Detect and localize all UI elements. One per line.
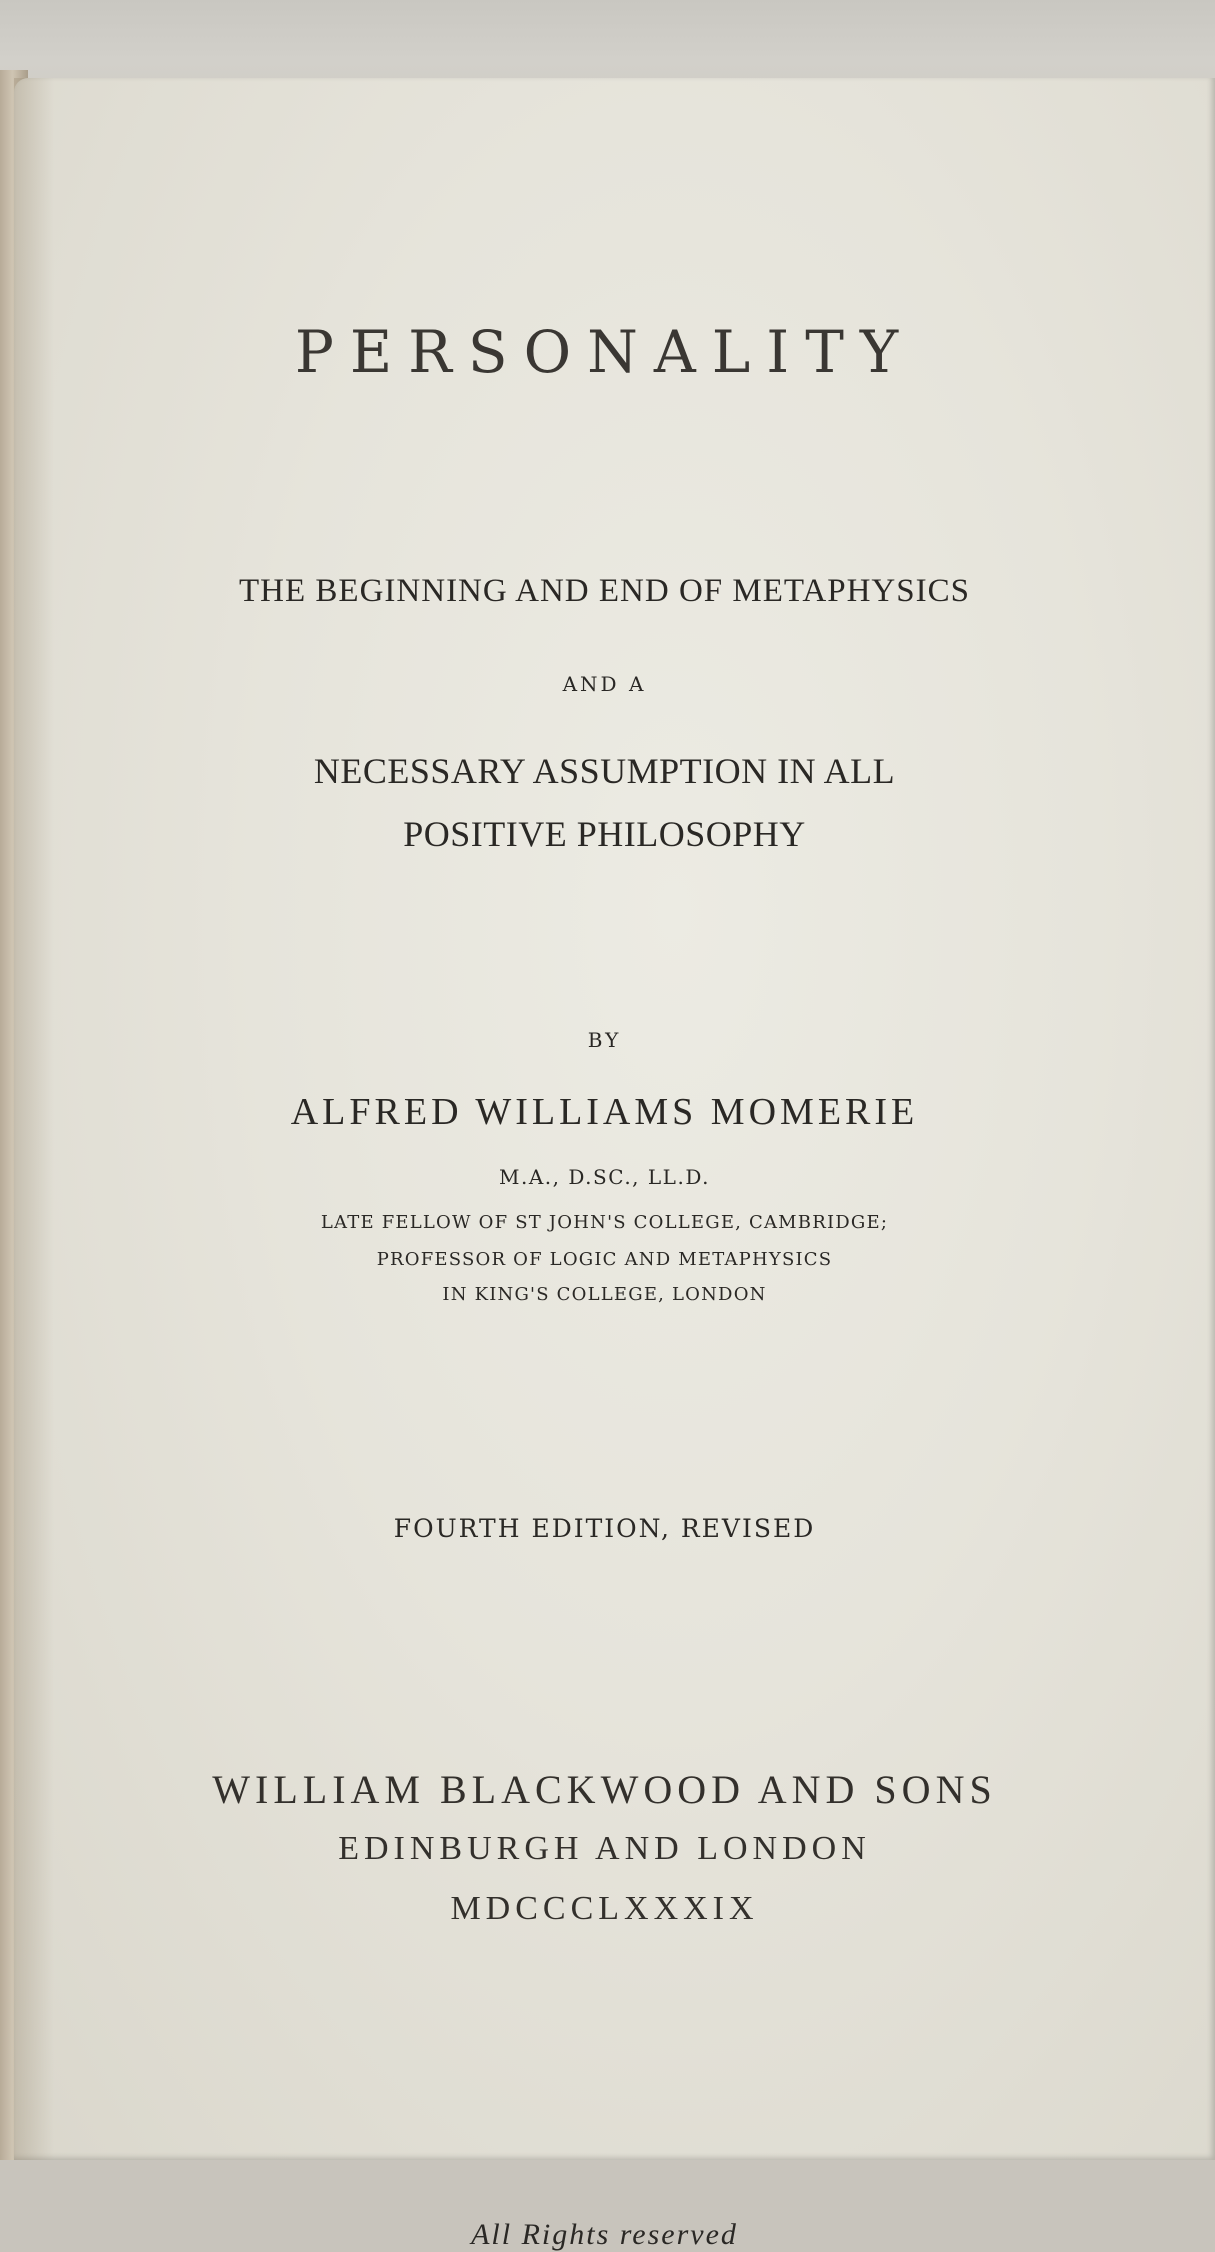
author-name: ALFRED WILLIAMS MOMERIE — [290, 1091, 919, 1133]
subtitle-line-2: NECESSARY ASSUMPTION IN ALL — [313, 751, 896, 791]
publication-year: MDCCCLXXXIX — [450, 1890, 759, 1927]
conjunction-line: AND A — [562, 672, 647, 696]
author-credential: PROFESSOR OF LOGIC AND METAPHYSICS — [376, 1249, 833, 1270]
by-line: BY — [587, 1028, 622, 1052]
author-credential: LATE FELLOW OF ST JOHN'S COLLEGE, CAMBRIDGE; — [320, 1212, 889, 1233]
book-title: PERSONALITY — [294, 318, 915, 386]
subtitle-line-3: POSITIVE PHILOSOPHY — [403, 814, 806, 854]
title-page — [14, 78, 1215, 2251]
author-degrees: M.A., D.SC., LL.D. — [499, 1165, 710, 1189]
book-subtitle: THE BEGINNING AND END OF METAPHYSICS — [239, 573, 970, 609]
rights-notice: All Rights reserved — [471, 2218, 738, 2251]
edition-statement: FOURTH EDITION, REVISED — [393, 1514, 816, 1543]
author-credential: IN KING'S COLLEGE, LONDON — [442, 1284, 767, 1305]
publisher-cities: EDINBURGH AND LONDON — [338, 1830, 871, 1867]
publisher-name: WILLIAM BLACKWOOD AND SONS — [212, 1767, 997, 1812]
